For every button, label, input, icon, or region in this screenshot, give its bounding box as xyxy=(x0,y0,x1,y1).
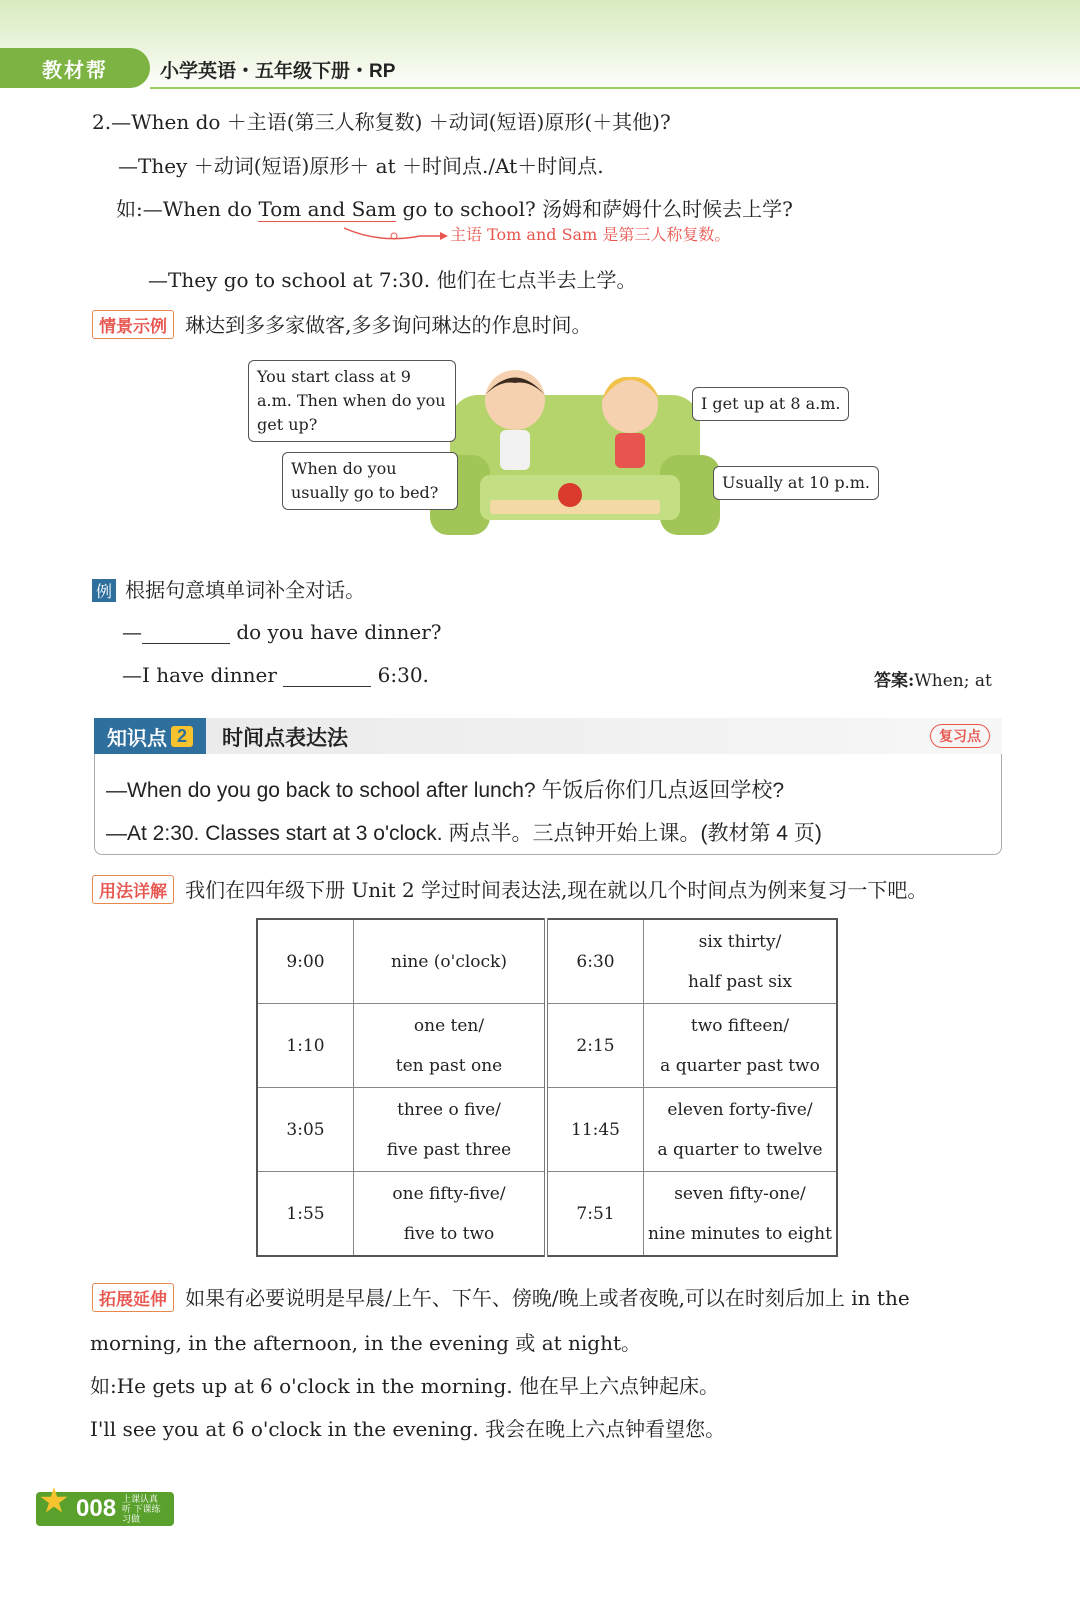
extension-line-3: 如:He gets up at 6 o'clock in the morning. 他在早上六点钟起床。 xyxy=(90,1374,719,1398)
exercise-q1 xyxy=(122,620,442,644)
cell-text: a quarter past two xyxy=(660,1055,820,1076)
cell-text: three o five/ xyxy=(397,1099,501,1120)
footer-slogan: 上课认真听 下课练习做 xyxy=(122,1494,161,1524)
q2-rest: 6:30. xyxy=(371,663,429,687)
exercise-answer xyxy=(874,666,992,691)
table-row xyxy=(257,1004,837,1088)
expression-cell xyxy=(354,1172,547,1257)
grammar-note: 主语 Tom and Sam 是第三人称复数。 xyxy=(450,225,731,244)
cell-text: 1:55 xyxy=(286,1203,325,1224)
expression-cell xyxy=(644,1088,838,1172)
example-prefix: 如:—When do xyxy=(116,197,259,221)
cell-text: a quarter to twelve xyxy=(657,1139,823,1160)
q2-prefix: —I have dinner xyxy=(122,663,284,687)
exercise-instruction: 根据句意填单词补全对话。 xyxy=(125,578,366,602)
expression-cell xyxy=(354,1088,547,1172)
header-divider xyxy=(150,87,1080,89)
knowledge-title: 时间点表达法 xyxy=(222,727,348,750)
time-cell xyxy=(546,919,644,1004)
cell-text: half past six xyxy=(688,971,792,992)
speech-bubble-girl-2: Usually at 10 p.m. xyxy=(713,466,879,500)
q2-blank[interactable] xyxy=(283,668,371,687)
table-row xyxy=(257,919,837,1004)
cell-text: 3:05 xyxy=(286,1119,325,1140)
expression-cell xyxy=(644,1004,838,1088)
review-badge: 复习点 xyxy=(930,724,990,748)
exercise-tag: 例 xyxy=(92,579,116,602)
cell-text: 1:10 xyxy=(286,1035,325,1056)
speech-bubble-boy-2: When do you usually go to bed? xyxy=(282,452,458,510)
speech-bubble-girl-1: I get up at 8 a.m. xyxy=(692,387,849,421)
usage-tag: 用法详解 xyxy=(92,875,174,904)
scene-text: 琳达到多多家做客,多多询问琳达的作息时间。 xyxy=(185,313,592,337)
time-cell xyxy=(546,1088,644,1172)
cell-text: two fifteen/ xyxy=(690,1015,790,1036)
cell-text: nine minutes to eight xyxy=(648,1223,832,1244)
time-cell xyxy=(257,919,354,1004)
example-subject: Tom and Sam xyxy=(258,197,397,221)
scene-tag: 情景示例 xyxy=(92,310,174,339)
cell-text: 6:30 xyxy=(576,951,615,972)
q1-prefix: — xyxy=(122,620,142,644)
knowledge-label xyxy=(94,718,206,754)
cell-text: seven fifty-one/ xyxy=(674,1183,806,1204)
q1-blank[interactable] xyxy=(142,625,230,644)
cell-text: ten past one xyxy=(395,1055,503,1076)
knowledge-number: 2 xyxy=(171,726,193,747)
expression-cell xyxy=(644,1172,838,1257)
exercise-row xyxy=(92,574,365,603)
illustration-sofa-scene xyxy=(420,355,720,545)
knowledge-line-1: —When do you go back to school after lunch? 午饭后你们几点返回学校? xyxy=(106,779,785,802)
knowledge-label-text: 知识点 xyxy=(107,727,167,750)
cell-text: six thirty/ xyxy=(698,931,782,952)
cell-text: 9:00 xyxy=(286,951,325,972)
scene-row xyxy=(92,309,591,339)
time-cell xyxy=(257,1004,354,1088)
time-cell xyxy=(546,1004,644,1088)
brand-logo: 教材帮 xyxy=(0,48,150,88)
exercise-q2 xyxy=(122,663,429,687)
table-row xyxy=(257,1172,837,1257)
cell-text: five past three xyxy=(386,1139,512,1160)
cell-text: one fifty-five/ xyxy=(392,1183,506,1204)
cell-text: eleven forty-five/ xyxy=(667,1099,813,1120)
knowledge-line-2: —At 2:30. Classes start at 3 o'clock. 两点半。三点钟开始上课。(教材第 4 页) xyxy=(106,822,822,845)
example-rest: go to school? 汤姆和萨姆什么时候去上学? xyxy=(396,197,793,221)
q1-rest: do you have dinner? xyxy=(230,620,442,644)
usage-row xyxy=(92,874,927,904)
table-row xyxy=(257,1088,837,1172)
header-title: 小学英语・五年级下册・RP xyxy=(160,61,396,82)
time-cell xyxy=(546,1172,644,1257)
extension-line-2: morning, in the afternoon, in the evening 或 at night。 xyxy=(90,1331,642,1355)
cell-text: 11:45 xyxy=(571,1119,620,1140)
pattern-example xyxy=(116,193,793,222)
expression-cell xyxy=(644,919,838,1004)
usage-text: 我们在四年级下册 Unit 2 学过时间表达法,现在就以几个时间点为例来复习一下吧。 xyxy=(185,878,928,902)
cell-text: one ten/ xyxy=(413,1015,485,1036)
time-cell xyxy=(257,1172,354,1257)
cell-text: 7:51 xyxy=(576,1203,615,1224)
expression-cell xyxy=(354,919,547,1004)
pattern-line-1: 2.—When do ＋主语(第三人称复数) ＋动词(短语)原形(＋其他)? xyxy=(92,110,671,134)
note-arrow-icon xyxy=(340,222,450,246)
extension-tag: 拓展延伸 xyxy=(92,1283,174,1312)
time-expression-table xyxy=(256,918,838,1257)
cell-text: 2:15 xyxy=(576,1035,615,1056)
speech-bubble-boy-1: You start class at 9 a.m. Then when do you get up? xyxy=(248,360,456,442)
extension-row xyxy=(92,1282,910,1312)
answer-label: 答案: xyxy=(874,671,915,691)
pattern-line-2: —They ＋动词(短语)原形＋ at ＋时间点./At＋时间点. xyxy=(118,154,604,178)
extension-line-1: 如果有必要说明是早晨/上午、下午、傍晚/晚上或者夜晚,可以在时刻后加上 in the xyxy=(185,1286,910,1310)
pattern-answer: —They go to school at 7:30. 他们在七点半去上学。 xyxy=(148,268,637,292)
expression-cell xyxy=(354,1004,547,1088)
cell-text: five to two xyxy=(403,1223,495,1244)
answer-text: When; at xyxy=(914,671,992,691)
time-cell xyxy=(257,1088,354,1172)
page-number: 008 xyxy=(76,1495,117,1522)
extension-line-4: I'll see you at 6 o'clock in the evening. 我会在晚上六点钟看望您。 xyxy=(90,1417,726,1441)
cell-text: nine (o'clock) xyxy=(391,951,507,972)
